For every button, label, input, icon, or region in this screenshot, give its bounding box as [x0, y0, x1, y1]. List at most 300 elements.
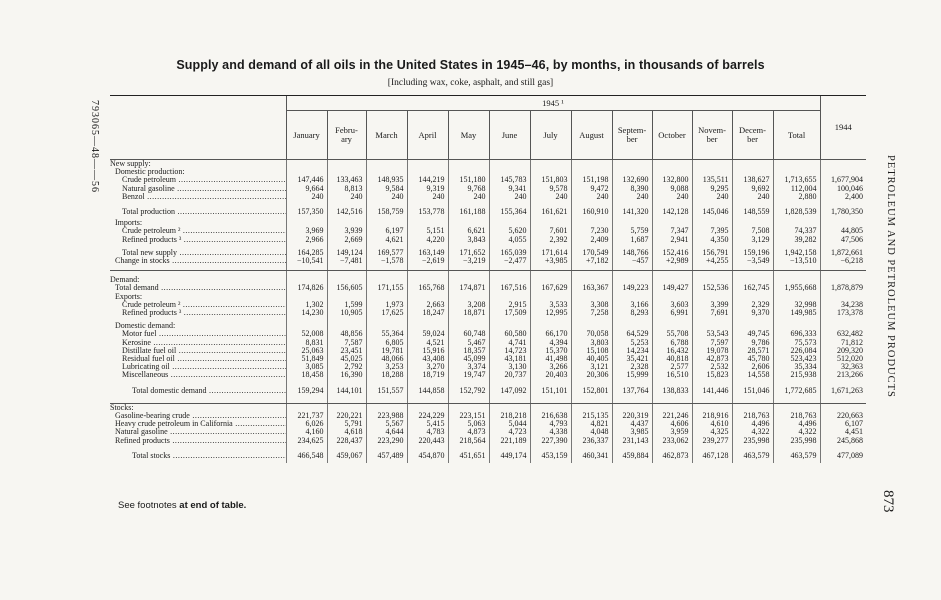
table-cell: 35,334 — [773, 363, 820, 371]
footnote-emphasis: at end of table. — [179, 500, 247, 511]
table-row — [110, 309, 866, 317]
table-cell: 512,020 — [820, 355, 866, 363]
table-cell: 144,858 — [407, 385, 448, 398]
table-cell: 240 — [530, 193, 571, 201]
table-cell: 4,322 — [773, 428, 820, 436]
month-header: Febru- ary — [327, 111, 366, 160]
table-cell: 239,277 — [692, 437, 732, 445]
table-cell: 7,508 — [732, 227, 773, 235]
table-cell: 147,092 — [489, 385, 530, 398]
table-cell — [652, 160, 692, 169]
table-cell — [692, 160, 732, 169]
table-cell: 2,669 — [327, 236, 366, 244]
table-cell: 48,856 — [327, 330, 366, 338]
table-cell: 6,107 — [820, 420, 866, 428]
table-cell: 1,973 — [366, 301, 407, 309]
table-cell: 151,046 — [732, 385, 773, 398]
table-cell: 3,533 — [530, 301, 571, 309]
table-cell: 240 — [571, 193, 612, 201]
table-cell: 158,759 — [366, 206, 407, 219]
table-cell: 148,559 — [732, 206, 773, 219]
table-cell: 240 — [732, 193, 773, 201]
month-header: Decem- ber — [732, 111, 773, 160]
table-cell: 18,288 — [366, 371, 407, 379]
table-cell: 4,325 — [692, 428, 732, 436]
table-cell: 147,446 — [286, 176, 327, 184]
row-label-text: Lubricating oil ..... — [122, 363, 286, 371]
row-label — [110, 347, 286, 355]
table-cell: 112,004 — [773, 185, 820, 193]
table-cell: 162,745 — [732, 284, 773, 292]
table-cell: 4,873 — [448, 428, 489, 436]
table-row — [110, 257, 866, 265]
table-cell: 43,181 — [489, 355, 530, 363]
table-cell: −2,619 — [407, 257, 448, 265]
table-cell: 1,599 — [327, 301, 366, 309]
table-cell: 3,208 — [448, 301, 489, 309]
table-cell: 4,618 — [327, 428, 366, 436]
table-cell: 15,823 — [692, 371, 732, 379]
table-cell: 3,085 — [286, 363, 327, 371]
table-cell: 3,129 — [732, 236, 773, 244]
table-cell: 43,408 — [407, 355, 448, 363]
table-cell: 171,614 — [530, 249, 571, 257]
stub-header — [110, 96, 286, 160]
table-cell: 8,293 — [612, 309, 652, 317]
table-cell: −7,481 — [327, 257, 366, 265]
running-head: PETROLEUM AND PETROLEUM PRODUCTS — [885, 155, 896, 398]
row-label — [110, 322, 286, 330]
table-cell: 215,135 — [571, 412, 612, 420]
table-cell: 19,078 — [692, 347, 732, 355]
table-cell: 221,737 — [286, 412, 327, 420]
table-cell: 60,580 — [489, 330, 530, 338]
table-cell: 218,916 — [692, 412, 732, 420]
table-cell: 19,747 — [448, 371, 489, 379]
row-label — [110, 363, 286, 371]
row-label — [110, 160, 286, 169]
table-cell: 45,025 — [327, 355, 366, 363]
table-cell: 2,915 — [489, 301, 530, 309]
table-cell: 1,302 — [286, 301, 327, 309]
month-header: October — [652, 111, 692, 160]
table-cell: 15,108 — [571, 347, 612, 355]
table-cell: 1,687 — [612, 236, 652, 244]
table-cell — [448, 160, 489, 169]
table-cell: 18,871 — [448, 309, 489, 317]
table-cell: 240 — [286, 193, 327, 201]
table-cell: 449,174 — [489, 450, 530, 463]
table-cell: 53,543 — [692, 330, 732, 338]
table-cell: 151,180 — [448, 176, 489, 184]
table-cell: +3,985 — [530, 257, 571, 265]
table-cell: 240 — [366, 193, 407, 201]
row-label — [110, 403, 286, 412]
table-cell: 3,266 — [530, 363, 571, 371]
table-cell: 240 — [652, 193, 692, 201]
table-cell: 151,803 — [530, 176, 571, 184]
table-cell: 14,230 — [286, 309, 327, 317]
table-cell: 463,579 — [773, 450, 820, 463]
row-label-text: Total new supply ..... — [122, 249, 286, 257]
table-cell: 9,692 — [732, 185, 773, 193]
table-cell: 2,941 — [652, 236, 692, 244]
table-cell: 1,828,539 — [773, 206, 820, 219]
table-cell: −2,477 — [489, 257, 530, 265]
table-cell: 142,516 — [327, 206, 366, 219]
print-reference: 793065—48——56 — [89, 100, 100, 193]
table-cell: 6,788 — [652, 339, 692, 347]
table-cell: 457,489 — [366, 450, 407, 463]
month-header: June — [489, 111, 530, 160]
table-cell: 14,558 — [732, 371, 773, 379]
table-cell: 51,849 — [286, 355, 327, 363]
table-cell: 4,521 — [407, 339, 448, 347]
table-cell: 221,189 — [489, 437, 530, 445]
table-cell: 153,778 — [407, 206, 448, 219]
table-cell: 3,399 — [692, 301, 732, 309]
table-cell: 3,959 — [652, 428, 692, 436]
row-label — [110, 309, 286, 317]
row-label-text: Refined products ..... — [115, 437, 286, 445]
table-cell: 15,999 — [612, 371, 652, 379]
table-cell: 152,416 — [652, 249, 692, 257]
table-cell: 159,294 — [286, 385, 327, 398]
table-cell: +7,182 — [571, 257, 612, 265]
table-cell: 7,347 — [652, 227, 692, 235]
table-cell: 4,783 — [407, 428, 448, 436]
table-cell: 451,651 — [448, 450, 489, 463]
row-label-text: Stocks: — [110, 403, 134, 412]
table-cell: 71,812 — [820, 339, 866, 347]
row-label-text: Kerosine ..... — [122, 339, 286, 347]
supply-demand-table — [110, 95, 866, 463]
table-cell: 9,472 — [571, 185, 612, 193]
table-cell: 161,621 — [530, 206, 571, 219]
table-cell: 23,451 — [327, 347, 366, 355]
table-cell — [366, 160, 407, 169]
table-cell: 145,783 — [489, 176, 530, 184]
table-cell: 6,805 — [366, 339, 407, 347]
row-label — [110, 339, 286, 347]
table-cell: +4,255 — [692, 257, 732, 265]
table-cell: 8,831 — [286, 339, 327, 347]
table-cell: 4,496 — [773, 420, 820, 428]
table-cell: 1,677,904 — [820, 176, 866, 184]
table-cell: 459,067 — [327, 450, 366, 463]
table-cell: 220,221 — [327, 412, 366, 420]
table-cell: 2,880 — [773, 193, 820, 201]
table-cell: 9,370 — [732, 309, 773, 317]
table-cell: 18,247 — [407, 309, 448, 317]
year-header: 1945 ¹ — [286, 96, 820, 111]
table-cell: 3,130 — [489, 363, 530, 371]
table-cell: 235,998 — [773, 437, 820, 445]
table-cell: 4,055 — [489, 236, 530, 244]
table-cell: 10,905 — [327, 309, 366, 317]
row-label-text: Residual fuel oil ..... — [122, 355, 286, 363]
row-label-text: Natural gasoline ..... — [122, 185, 286, 193]
table-cell: 3,939 — [327, 227, 366, 235]
table-cell: 462,873 — [652, 450, 692, 463]
table-cell: 40,405 — [571, 355, 612, 363]
table-cell: 9,584 — [366, 185, 407, 193]
table-cell: 3,253 — [366, 363, 407, 371]
table-cell: 142,128 — [652, 206, 692, 219]
table-cell: 4,644 — [366, 428, 407, 436]
row-label-text: Gasoline-bearing crude ..... — [115, 412, 286, 420]
table-cell: 171,155 — [366, 284, 407, 292]
table-cell: 2,577 — [652, 363, 692, 371]
table-cell — [571, 160, 612, 169]
table-cell: 15,916 — [407, 347, 448, 355]
footnote — [118, 500, 246, 511]
table-cell: 223,290 — [366, 437, 407, 445]
table-cell: 235,998 — [732, 437, 773, 445]
table-cell: 149,427 — [652, 284, 692, 292]
table-row — [110, 437, 866, 445]
table-cell: 164,285 — [286, 249, 327, 257]
table-cell: 160,910 — [571, 206, 612, 219]
table-cell: 5,759 — [612, 227, 652, 235]
table-cell: 477,089 — [820, 450, 866, 463]
table-cell: 5,253 — [612, 339, 652, 347]
row-label — [110, 206, 286, 219]
table-cell: 5,415 — [407, 420, 448, 428]
table-cell: 20,403 — [530, 371, 571, 379]
row-label-text: Refined products ³ ..... — [122, 236, 286, 244]
table-cell: 5,151 — [407, 227, 448, 235]
table-cell: 220,319 — [612, 412, 652, 420]
row-label-text: Total demand ..... — [115, 284, 286, 292]
table-cell: 148,935 — [366, 176, 407, 184]
row-label-text: Domestic production: — [115, 168, 185, 177]
table-cell: 45,099 — [448, 355, 489, 363]
table-cell: 149,124 — [327, 249, 366, 257]
table-cell: 4,350 — [692, 236, 732, 244]
table-cell: 12,995 — [530, 309, 571, 317]
table-cell: 1,872,661 — [820, 249, 866, 257]
row-label — [110, 437, 286, 445]
table-cell: 20,737 — [489, 371, 530, 379]
table-cell: 132,690 — [612, 176, 652, 184]
table-cell — [407, 160, 448, 169]
table-cell: 221,246 — [652, 412, 692, 420]
table-row — [110, 206, 866, 219]
table-cell: 218,218 — [489, 412, 530, 420]
row-label-text: Motor fuel ..... — [122, 330, 286, 338]
row-label — [110, 412, 286, 420]
page-number: 873 — [880, 490, 896, 513]
table-cell: 3,603 — [652, 301, 692, 309]
table-cell: 18,458 — [286, 371, 327, 379]
table-cell: 236,337 — [571, 437, 612, 445]
table-cell: 165,768 — [407, 284, 448, 292]
table-cell: 7,230 — [571, 227, 612, 235]
table-cell: 5,063 — [448, 420, 489, 428]
table-cell: 49,745 — [732, 330, 773, 338]
table-row — [110, 371, 866, 379]
table-cell: 157,350 — [286, 206, 327, 219]
table-cell: 167,516 — [489, 284, 530, 292]
table-cell — [489, 160, 530, 169]
month-header: March — [366, 111, 407, 160]
table-cell: 17,625 — [366, 309, 407, 317]
table-cell: 15,370 — [530, 347, 571, 355]
table-cell — [327, 160, 366, 169]
row-label — [110, 236, 286, 244]
table-cell: 1,713,655 — [773, 176, 820, 184]
table-cell: 135,511 — [692, 176, 732, 184]
table-cell: 167,629 — [530, 284, 571, 292]
row-label — [110, 219, 286, 227]
table-cell: 1,955,668 — [773, 284, 820, 292]
row-label-text: Crude petroleum ² ..... — [122, 301, 286, 309]
table-cell: 234,625 — [286, 437, 327, 445]
table-cell — [530, 160, 571, 169]
row-label — [110, 385, 286, 398]
table-cell: 165,039 — [489, 249, 530, 257]
row-label-text: Crude petroleum ² ..... — [122, 227, 286, 235]
row-label — [110, 355, 286, 363]
table-cell: 173,378 — [820, 309, 866, 317]
table-cell: 42,873 — [692, 355, 732, 363]
table-cell: 7,395 — [692, 227, 732, 235]
table-cell: 3,374 — [448, 363, 489, 371]
footnote-text: See footnotes — [118, 500, 180, 511]
row-label-text: Domestic demand: — [115, 322, 176, 331]
month-header: May — [448, 111, 489, 160]
row-label — [110, 284, 286, 292]
table-cell: 2,329 — [732, 301, 773, 309]
table-cell: 2,400 — [820, 193, 866, 201]
table-cell: 454,870 — [407, 450, 448, 463]
row-label-text: Total stocks ..... — [132, 451, 286, 460]
table-cell: 148,766 — [612, 249, 652, 257]
row-label — [110, 371, 286, 379]
row-label — [110, 428, 286, 436]
month-header: Novem- ber — [692, 111, 732, 160]
table-cell: 4,606 — [652, 420, 692, 428]
table-cell: 20,306 — [571, 371, 612, 379]
table-cell: +2,989 — [652, 257, 692, 265]
table-cell: 218,763 — [732, 412, 773, 420]
table-cell: 2,392 — [530, 236, 571, 244]
table-cell: 28,571 — [732, 347, 773, 355]
table-cell: 32,998 — [773, 301, 820, 309]
table-cell: 32,363 — [820, 363, 866, 371]
table-cell: 141,446 — [692, 385, 732, 398]
table-cell: 152,801 — [571, 385, 612, 398]
table-cell: 1,942,158 — [773, 249, 820, 257]
table-cell: 64,529 — [612, 330, 652, 338]
row-label-text: New supply: — [110, 159, 151, 168]
table-cell: 44,805 — [820, 227, 866, 235]
table-cell: 152,792 — [448, 385, 489, 398]
table-cell: 169,577 — [366, 249, 407, 257]
table-cell: 100,046 — [820, 185, 866, 193]
table-cell: 17,509 — [489, 309, 530, 317]
table-cell: 2,966 — [286, 236, 327, 244]
table-cell: 223,988 — [366, 412, 407, 420]
table-cell: 7,691 — [692, 309, 732, 317]
row-label — [110, 330, 286, 338]
table-cell: 459,884 — [612, 450, 652, 463]
page-title: Supply and demand of all oils in the United States in 1945–46, by months, in thousands of barrels — [176, 58, 765, 72]
table-cell: 5,467 — [448, 339, 489, 347]
table-cell: 216,638 — [530, 412, 571, 420]
table-cell: 5,791 — [327, 420, 366, 428]
table-cell: 4,338 — [530, 428, 571, 436]
table-cell: 149,985 — [773, 309, 820, 317]
table-cell: 9,295 — [692, 185, 732, 193]
table-cell: 466,548 — [286, 450, 327, 463]
table-cell: 240 — [327, 193, 366, 201]
table-cell: 3,166 — [612, 301, 652, 309]
row-label — [110, 227, 286, 235]
table-cell — [773, 160, 820, 169]
table-cell: 151,557 — [366, 385, 407, 398]
table-cell: 14,234 — [612, 347, 652, 355]
table-cell: 215,938 — [773, 371, 820, 379]
table-cell: 218,564 — [448, 437, 489, 445]
table-cell: 218,763 — [773, 412, 820, 420]
table-cell: 9,786 — [732, 339, 773, 347]
table-cell: 9,319 — [407, 185, 448, 193]
table-cell: 171,652 — [448, 249, 489, 257]
table-cell: 4,322 — [732, 428, 773, 436]
table-cell: 18,357 — [448, 347, 489, 355]
table-cell: 1,878,879 — [820, 284, 866, 292]
row-label — [110, 276, 286, 284]
table-cell: 7,258 — [571, 309, 612, 317]
table-cell: 4,220 — [407, 236, 448, 244]
table-cell: 163,149 — [407, 249, 448, 257]
row-label — [110, 450, 286, 463]
table-cell: 14,723 — [489, 347, 530, 355]
table-cell: 35,421 — [612, 355, 652, 363]
table-cell: 151,101 — [530, 385, 571, 398]
table-cell: 4,610 — [692, 420, 732, 428]
row-label-text: Benzol ..... — [122, 193, 286, 201]
table-cell: 144,101 — [327, 385, 366, 398]
month-header: Septem- ber — [612, 111, 652, 160]
table-cell: 632,482 — [820, 330, 866, 338]
row-label-text: Natural gasoline ..... — [115, 428, 286, 436]
row-label — [110, 420, 286, 428]
row-label — [110, 257, 286, 265]
table-cell: −3,219 — [448, 257, 489, 265]
table-cell: 1,780,350 — [820, 206, 866, 219]
table-cell: 138,627 — [732, 176, 773, 184]
table-cell: 174,826 — [286, 284, 327, 292]
table-cell: 2,328 — [612, 363, 652, 371]
table-row — [110, 385, 866, 398]
table-cell: 55,364 — [366, 330, 407, 338]
table-cell: 152,536 — [692, 284, 732, 292]
table-cell: 240 — [407, 193, 448, 201]
row-label-text: Heavy crude petroleum in California ..... — [115, 420, 286, 428]
table-row — [110, 193, 866, 201]
row-label — [110, 249, 286, 257]
table-row — [110, 160, 866, 169]
table-cell: 137,764 — [612, 385, 652, 398]
table-cell: 213,266 — [820, 371, 866, 379]
row-label-text: Exports: — [115, 292, 143, 301]
table-cell: 132,800 — [652, 176, 692, 184]
table-cell: 4,451 — [820, 428, 866, 436]
table-cell: 240 — [692, 193, 732, 201]
